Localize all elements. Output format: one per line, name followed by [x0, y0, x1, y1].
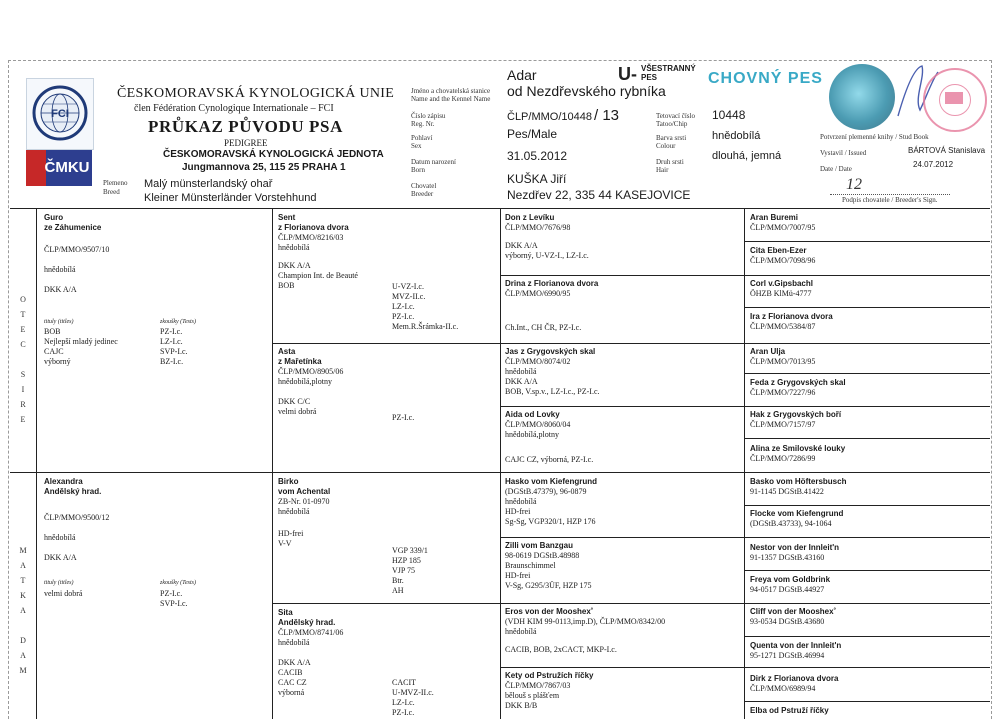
gggp-12: Freya vom Goldbrink 94-0517 DGStB.44927	[750, 575, 831, 594]
date-label: Date / Date	[820, 165, 852, 173]
sex-label-en: Sex	[411, 142, 422, 150]
dam-name2: Andělský hrad.	[44, 487, 102, 496]
born-label-cz: Datum narození	[411, 158, 456, 166]
gggp-7: Hak z Grygovských boří ČLP/MMO/7157/97	[750, 410, 842, 429]
gggp-divider-3	[744, 373, 990, 374]
right-border	[991, 60, 992, 719]
col-divider-3	[744, 208, 745, 719]
issuer-address: Jungmannova 25, 115 25 PRAHA 1	[182, 162, 346, 173]
gggp-divider-5	[744, 505, 990, 506]
club-round-stamp	[923, 68, 987, 132]
tattoo-label-cz: Tetovací číslo	[656, 112, 695, 120]
breeder-signature: 12	[846, 176, 862, 193]
gggp-8: Alina ze Smilovské louky ČLP/MMO/7286/99	[750, 444, 846, 463]
born-value: 31.05.2012	[507, 149, 568, 163]
grandsire-maternal: Birko vom Achental ZB-Nr. 01-0970 hnědobílá HD-frei V-V	[278, 477, 331, 548]
gggp-divider-4	[744, 438, 990, 439]
sire-cell	[44, 213, 268, 295]
u-stamp: U-	[618, 64, 637, 84]
reg-number: ČLP/MMO/10448	[507, 111, 592, 123]
grandsire-paternal-exams: U-VZ-I.c. MVZ-II.c. LZ-I.c. PZ-I.c. Mem.R.Šrámka-II.c.	[392, 282, 459, 331]
u-stamp-small2: PES	[641, 73, 658, 82]
gggp-6: Feda z Grygovských skal ČLP/MMO/7227/96	[750, 378, 846, 397]
breed-de: Kleiner Münsterländer Vorstehhund	[144, 192, 317, 204]
sire-side-label: O T E C S I R E	[20, 295, 26, 424]
issue-date: 24.07.2012	[913, 160, 954, 169]
dam-side-label: M A T K A D A M	[19, 546, 27, 675]
dam-exams: PZ-I.c. SVP-I.c.	[160, 589, 188, 608]
sex-value: Pes/Male	[507, 127, 558, 141]
gggp-divider-8	[744, 701, 990, 702]
col-divider-1	[272, 208, 273, 719]
ggp-5: Hasko vom Kiefengrund (DGStB.47379), 96-0879 hnědobílá HD-frei Sg-Sg, VGP320/1, HZP 176	[505, 477, 598, 526]
sire-titles: BOB Nejlepší mladý jedinec CAJC výborný	[44, 327, 118, 366]
color-label-cz: Barva srsti	[656, 134, 687, 142]
ggp-divider-2	[500, 406, 990, 407]
gggp-5: Aran Ulja ČLP/MMO/7013/95	[750, 347, 816, 366]
top-border	[8, 60, 992, 61]
granddam-paternal: Asta z Mařetínka ČLP/MMO/8905/06 hnědobílá,plotny DKK C/C velmi dobrá	[278, 347, 344, 416]
gggp-9: Basko vom Höftersbusch 91-1145 DGStB.41422	[750, 477, 847, 496]
ggp-divider-1	[500, 275, 990, 276]
breeder-name: KUŠKA Jiří	[507, 172, 567, 186]
ggp-6: Zilli vom Banzgau 98-0619 DGStB.48988 Braunschimmel HD-frei V-Sg, G295/3ÜF, HZP 175	[505, 541, 592, 590]
gggp-2: Cita Eben-Ezer ČLP/MMO/7098/96	[750, 246, 816, 265]
gggp-divider-2	[744, 307, 990, 308]
dam-titles: velmi dobrá	[44, 589, 83, 598]
cmku-logo	[26, 150, 92, 186]
grandsire-paternal: Sent z Florianova dvora ČLP/MMO/8216/03 hnědobílá DKK A/A Champion Int. de Beauté BOB	[278, 213, 358, 290]
gggp-15: Dirk z Florianova dvora ČLP/MMO/6989/94	[750, 674, 839, 693]
dam-cell	[44, 477, 268, 563]
gggp-3: Corl v.Gipsbachl ÖHZB KlMü-4777	[750, 279, 813, 298]
cmku-logo-text: ČMKU	[44, 159, 90, 176]
ggp-7: Eros von der Mooshex˚ (VDH KIM 99-0113,imp.D), ČLP/MMO/8342/00 hnědobílá CACIB, BOB, 2xCACT, MKP-I.c.	[505, 607, 666, 654]
org-member-line: člen Fédération Cynologique Internationale – FCI	[134, 103, 334, 114]
issued-label: Vystavil / Issued	[820, 149, 867, 157]
issuer-name: ČESKOMORAVSKÁ KYNOLOGICKÁ JEDNOTA	[163, 149, 384, 160]
gggp-4: Ira z Florianova dvora ČLP/MMO/5384/87	[750, 312, 833, 331]
doc-title: PRŮKAZ PŮVODU PSA	[148, 117, 343, 136]
breeder-sign-label: Podpis chovatele / Breeder's Sign.	[842, 196, 938, 204]
sire-name2: ze Záhumenice	[44, 223, 102, 232]
org-title: ČESKOMORAVSKÁ KYNOLOGICKÁ UNIE	[117, 86, 395, 101]
gggp-divider-1	[744, 241, 990, 242]
ggp-3: Jas z Grygovských skal ČLP/MMO/8074/02 hnědobílá DKK A/A BOB, V.sp.v., LZ-I.c., PZ-I.c.	[505, 347, 600, 396]
dam-exams-label: zkoušky (Tests)	[160, 580, 196, 586]
ggp-4: Aida od Lovky ČLP/MMO/8060/04 hnědobílá,plotny CAJC CZ, výborná, PZ-I.c.	[505, 410, 594, 464]
fci-logo-text: FCI	[51, 108, 69, 120]
sire-dkk: DKK A/A	[44, 285, 77, 294]
color-value: hnědobílá	[712, 130, 761, 142]
granddam-paternal-exams: PZ-I.c.	[392, 413, 415, 422]
dam-color: hnědobílá	[44, 533, 76, 542]
born-label-en: Born	[411, 166, 425, 174]
sire-exams-label: zkoušky (Tests)	[160, 319, 196, 325]
dam-name1: Alexandra	[44, 477, 83, 486]
hair-value: dlouhá, jemná	[712, 150, 782, 162]
breeder-label-cz: Chovatel	[411, 182, 437, 190]
ggp-divider-4	[500, 667, 990, 668]
hologram-stamp	[829, 64, 895, 130]
doc-subtitle: PEDIGREE	[224, 138, 268, 148]
reg-label-cz: Číslo zápisu	[411, 112, 446, 120]
reg-label-en: Reg. Nr.	[411, 120, 435, 128]
name-label-en: Name and the Kennel Name	[411, 95, 491, 103]
gggp-16: Elba od Pstruží říčky	[750, 706, 829, 715]
tattoo-value: 10448	[712, 108, 746, 122]
sire-titles-label: tituly (titles)	[44, 319, 74, 325]
grandsire-maternal-exams: VGP 339/1 HZP 185 VJP 75 Btr. AH	[392, 546, 428, 595]
left-border	[8, 60, 9, 719]
dam-reg: ČLP/MMO/9500/12	[44, 513, 110, 522]
sire-exams: PZ-I.c. LZ-I.c. SVP-I.c. BZ-I.c.	[160, 327, 188, 366]
dog-name-line1: Adar	[507, 67, 537, 83]
gggp-13: Cliff von der Mooshex˚ 93-0534 DGStB.43680	[750, 607, 837, 626]
hair-label-en: Hair	[656, 166, 669, 174]
name-label-cz: Jméno a chovatelská stanice	[411, 87, 491, 95]
breeding-stamp: CHOVNÝ PES	[708, 70, 823, 87]
breed-label-en: Breed	[103, 188, 120, 196]
tattoo-label-en: Tatoo/Chip	[656, 120, 688, 128]
gggp-1: Aran Buremi ČLP/MMO/7007/95	[750, 213, 816, 232]
ggp-divider-3	[500, 537, 990, 538]
granddam-maternal-exams: CACIT U-MVZ-II.c. LZ-I.c. PZ-I.c.	[392, 678, 434, 717]
breed-cz: Malý münsterlandský ohař	[144, 178, 273, 190]
gp-divider-1	[272, 343, 990, 344]
gggp-14: Quenta von der Innleit'n 95-1271 DGStB.46994	[750, 641, 842, 660]
label-col-divider	[36, 208, 37, 719]
issued-by: BÁRTOVÁ Stanislava	[908, 146, 986, 155]
sire-reg: ČLP/MMO/9507/10	[44, 245, 110, 254]
gggp-divider-6	[744, 570, 990, 571]
sire-name1: Guro	[44, 213, 64, 222]
dam-titles-label: tituly (titles)	[44, 580, 74, 586]
gggp-divider-7	[744, 636, 990, 637]
u-stamp-small1: VŠESTRANNÝ	[641, 64, 696, 73]
fci-logo	[26, 78, 94, 150]
breed-label-cz: Plemeno	[103, 179, 128, 187]
dam-dkk: DKK A/A	[44, 553, 77, 562]
gggp-10: Flocke vom Kiefengrund (DGStB.43733), 94-1064	[750, 509, 844, 528]
sire-dam-divider	[10, 472, 990, 473]
sex-label-cz: Pohlaví	[411, 134, 433, 142]
dog-name-line2: od Nezdřevského rybníka	[507, 83, 666, 99]
hair-label-cz: Druh srsti	[656, 158, 684, 166]
breeder-label-en: Breeder	[411, 190, 434, 198]
color-label-en: Colour	[656, 142, 676, 150]
studbook-confirm-label: Potvrzení plemenné knihy / Stud Book	[820, 133, 929, 141]
sire-color: hnědobílá	[44, 265, 76, 274]
ggp-8: Kety od Pstružích říčky ČLP/MMO/7867/03 bělouš s plášťem DKK B/B	[505, 671, 594, 710]
col-divider-2	[500, 208, 501, 719]
ggp-2: Drina z Florianova dvora ČLP/MMO/6990/95 Ch.Int., CH ČR, PZ-I.c.	[505, 279, 599, 332]
reg-suffix: / 13	[594, 107, 620, 124]
gggp-11: Nestor von der Innleit'n 91-1357 DGStB.43160	[750, 543, 840, 562]
ggp-1: Don z Levíku ČLP/MMO/7676/98 DKK A/A výborný, U-VZ-I., LZ-I.c.	[505, 213, 589, 260]
gp-divider-2	[272, 603, 990, 604]
breeder-address: Nezdřev 22, 335 44 KASEJOVICE	[507, 188, 691, 202]
granddam-maternal: Sita Andělský hrad. ČLP/MMO/8741/06 hnědobílá DKK A/A CACIB CAC CZ výborná	[278, 608, 344, 697]
